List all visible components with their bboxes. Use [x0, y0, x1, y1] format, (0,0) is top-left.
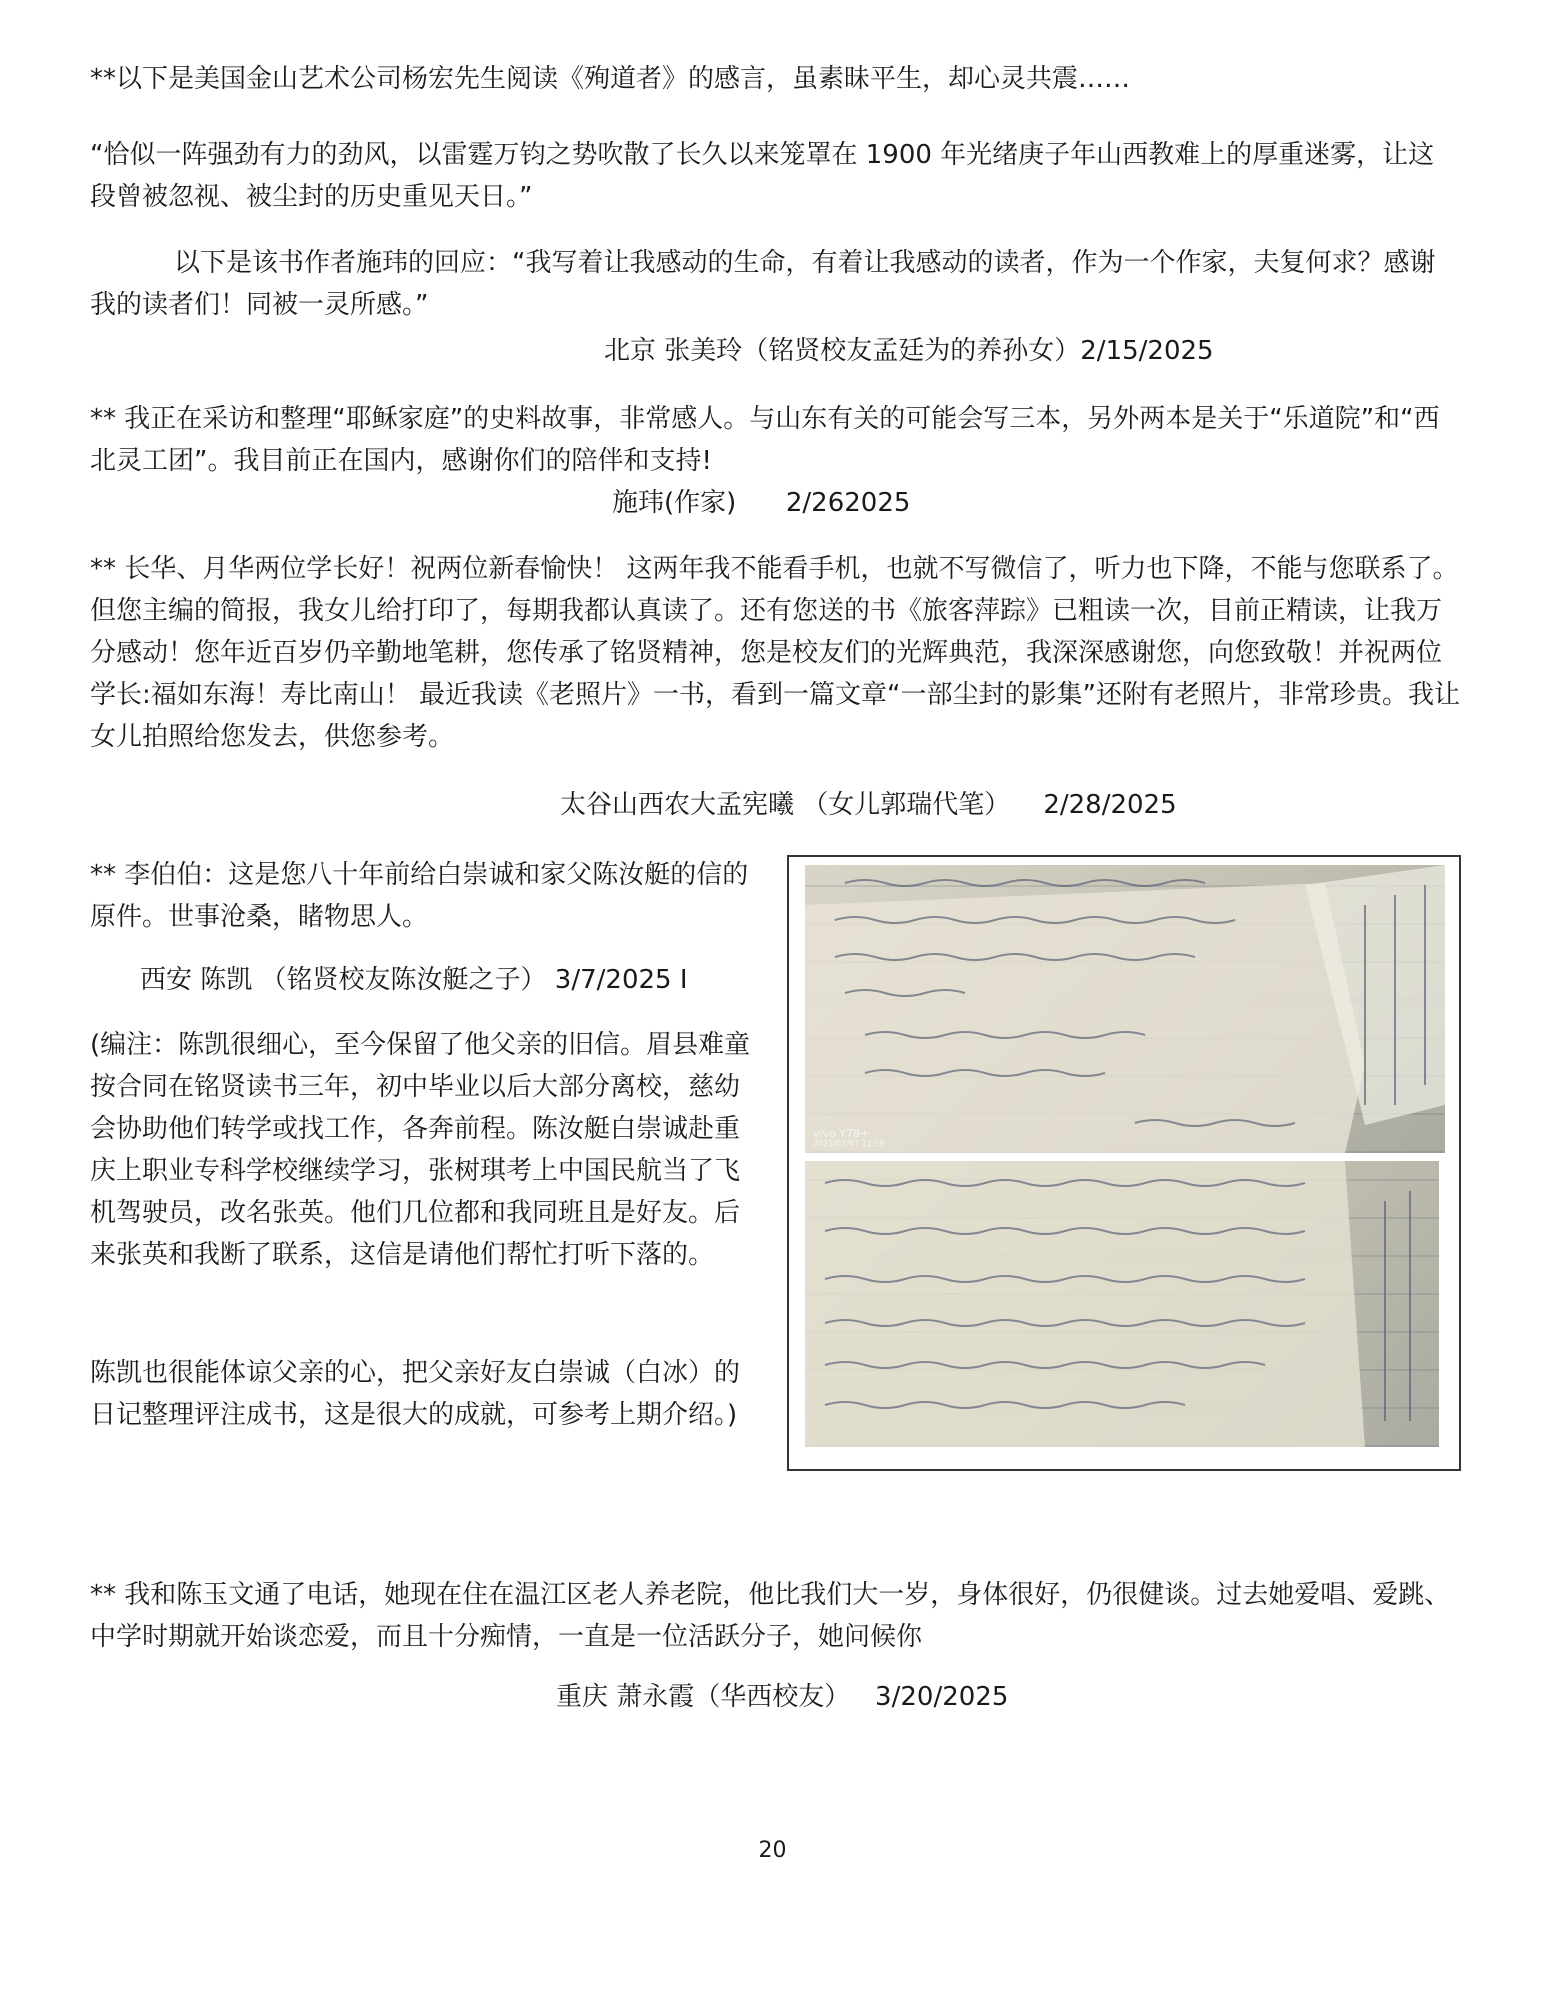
section2-signature: 施玮(作家) 2/262025	[612, 488, 911, 518]
section5-text: ** 我和陈玉文通了电话，她现在住在温江区老人养老院，他比我们大一岁，身体很好，仍很健谈。过去她爱唱、爱跳、中学时期就开始谈恋爱，而且十分痴情，一直是一位活跃分子，她问候你	[90, 1580, 1451, 1652]
letter-photo-top	[805, 865, 1445, 1153]
photo-timestamp-label: 2025/03/07 12:59	[813, 1139, 885, 1148]
section5-signature: 重庆 萧永霞（华西校友） 3/20/2025	[556, 1682, 1009, 1712]
section4-signature: 西安 陈凯 （铭贤校友陈汝艇之子） 3/7/2025 I	[140, 965, 688, 995]
editor-note: (编注：陈凯很细心，至今保留了他父亲的旧信。眉县难童按合同在铭贤读书三年，初中毕业以后大部分离校，慈幼会协助他们转学或找工作，各奔前程。陈汝艇白崇诚赴重庆上职业专科学校继续学习，张树琪考上中国民航当了飞机驾驶员，改名张英。他们几位都和我同班且是好友。后来张英和我断了联系，这信是请他们帮忙打听下落的。	[90, 1030, 751, 1270]
letter-photo-frame	[787, 855, 1461, 1471]
section2-text: ** 我正在采访和整理“耶稣家庭”的史料故事，非常感人。与山东有关的可能会写三本，另外两本是关于“乐道院”和“西北灵工团”。我目前正在国内，感谢你们的陪伴和支持!	[90, 404, 1440, 476]
section1-intro: **以下是美国金山艺术公司杨宏先生阅读《殉道者》的感言，虽素昧平生，却心灵共震……	[90, 64, 1131, 94]
letter-photo-bottom	[805, 1161, 1439, 1447]
section4-text: ** 李伯伯：这是您八十年前给白崇诚和家父陈汝艇的信的原件。世事沧桑，睹物思人。	[90, 860, 749, 932]
photo-camera-label: vivo Y78+	[813, 1127, 870, 1140]
section1-signature: 北京 张美玲（铭贤校友孟廷为的养孙女）2/15/2025	[604, 336, 1214, 366]
section3-signature: 太谷山西农大孟宪曦 （女儿郭瑞代笔） 2/28/2025	[560, 790, 1177, 820]
section1-author-reply: 以下是该书作者施玮的回应：“我写着让我感动的生命，有着让我感动的读者，作为一个作家，夫复何求？感谢我的读者们！同被一灵所感。”	[90, 248, 1436, 320]
section1-quote: “恰似一阵强劲有力的劲风，以雷霆万钧之势吹散了长久以来笼罩在 1900 年光绪庚子年山西教难上的厚重迷雾，让这段曾被忽视、被尘封的历史重见天日。”	[90, 140, 1435, 212]
page-number: 20	[758, 1838, 787, 1863]
section3-text: ** 长华、月华两位学长好！祝两位新春愉快！ 这两年我不能看手机，也就不写微信了，听力也下降，不能与您联系了。但您主编的简报，我女儿给打印了，每期我都认真读了。还有您送的书《旅客萍踪》已粗读一次，目前正精读，让我万分感动！您年近百岁仍辛勤地笔耕，您传承了铭贤精神，您是校友们的光辉典范，我深深感谢您，向您致敬！并祝两位学长:福如东海！寿比南山！ 最近我读《老照片》一书，看到一篇文章“一部尘封的影集”还附有老照片，非常珍贵。我让女儿拍照给您发去，供您参考。	[90, 554, 1460, 752]
editor-note-continued: 陈凯也很能体谅父亲的心，把父亲好友白崇诚（白冰）的日记整理评注成书，这是很大的成就，可参考上期介绍。)	[90, 1358, 741, 1430]
